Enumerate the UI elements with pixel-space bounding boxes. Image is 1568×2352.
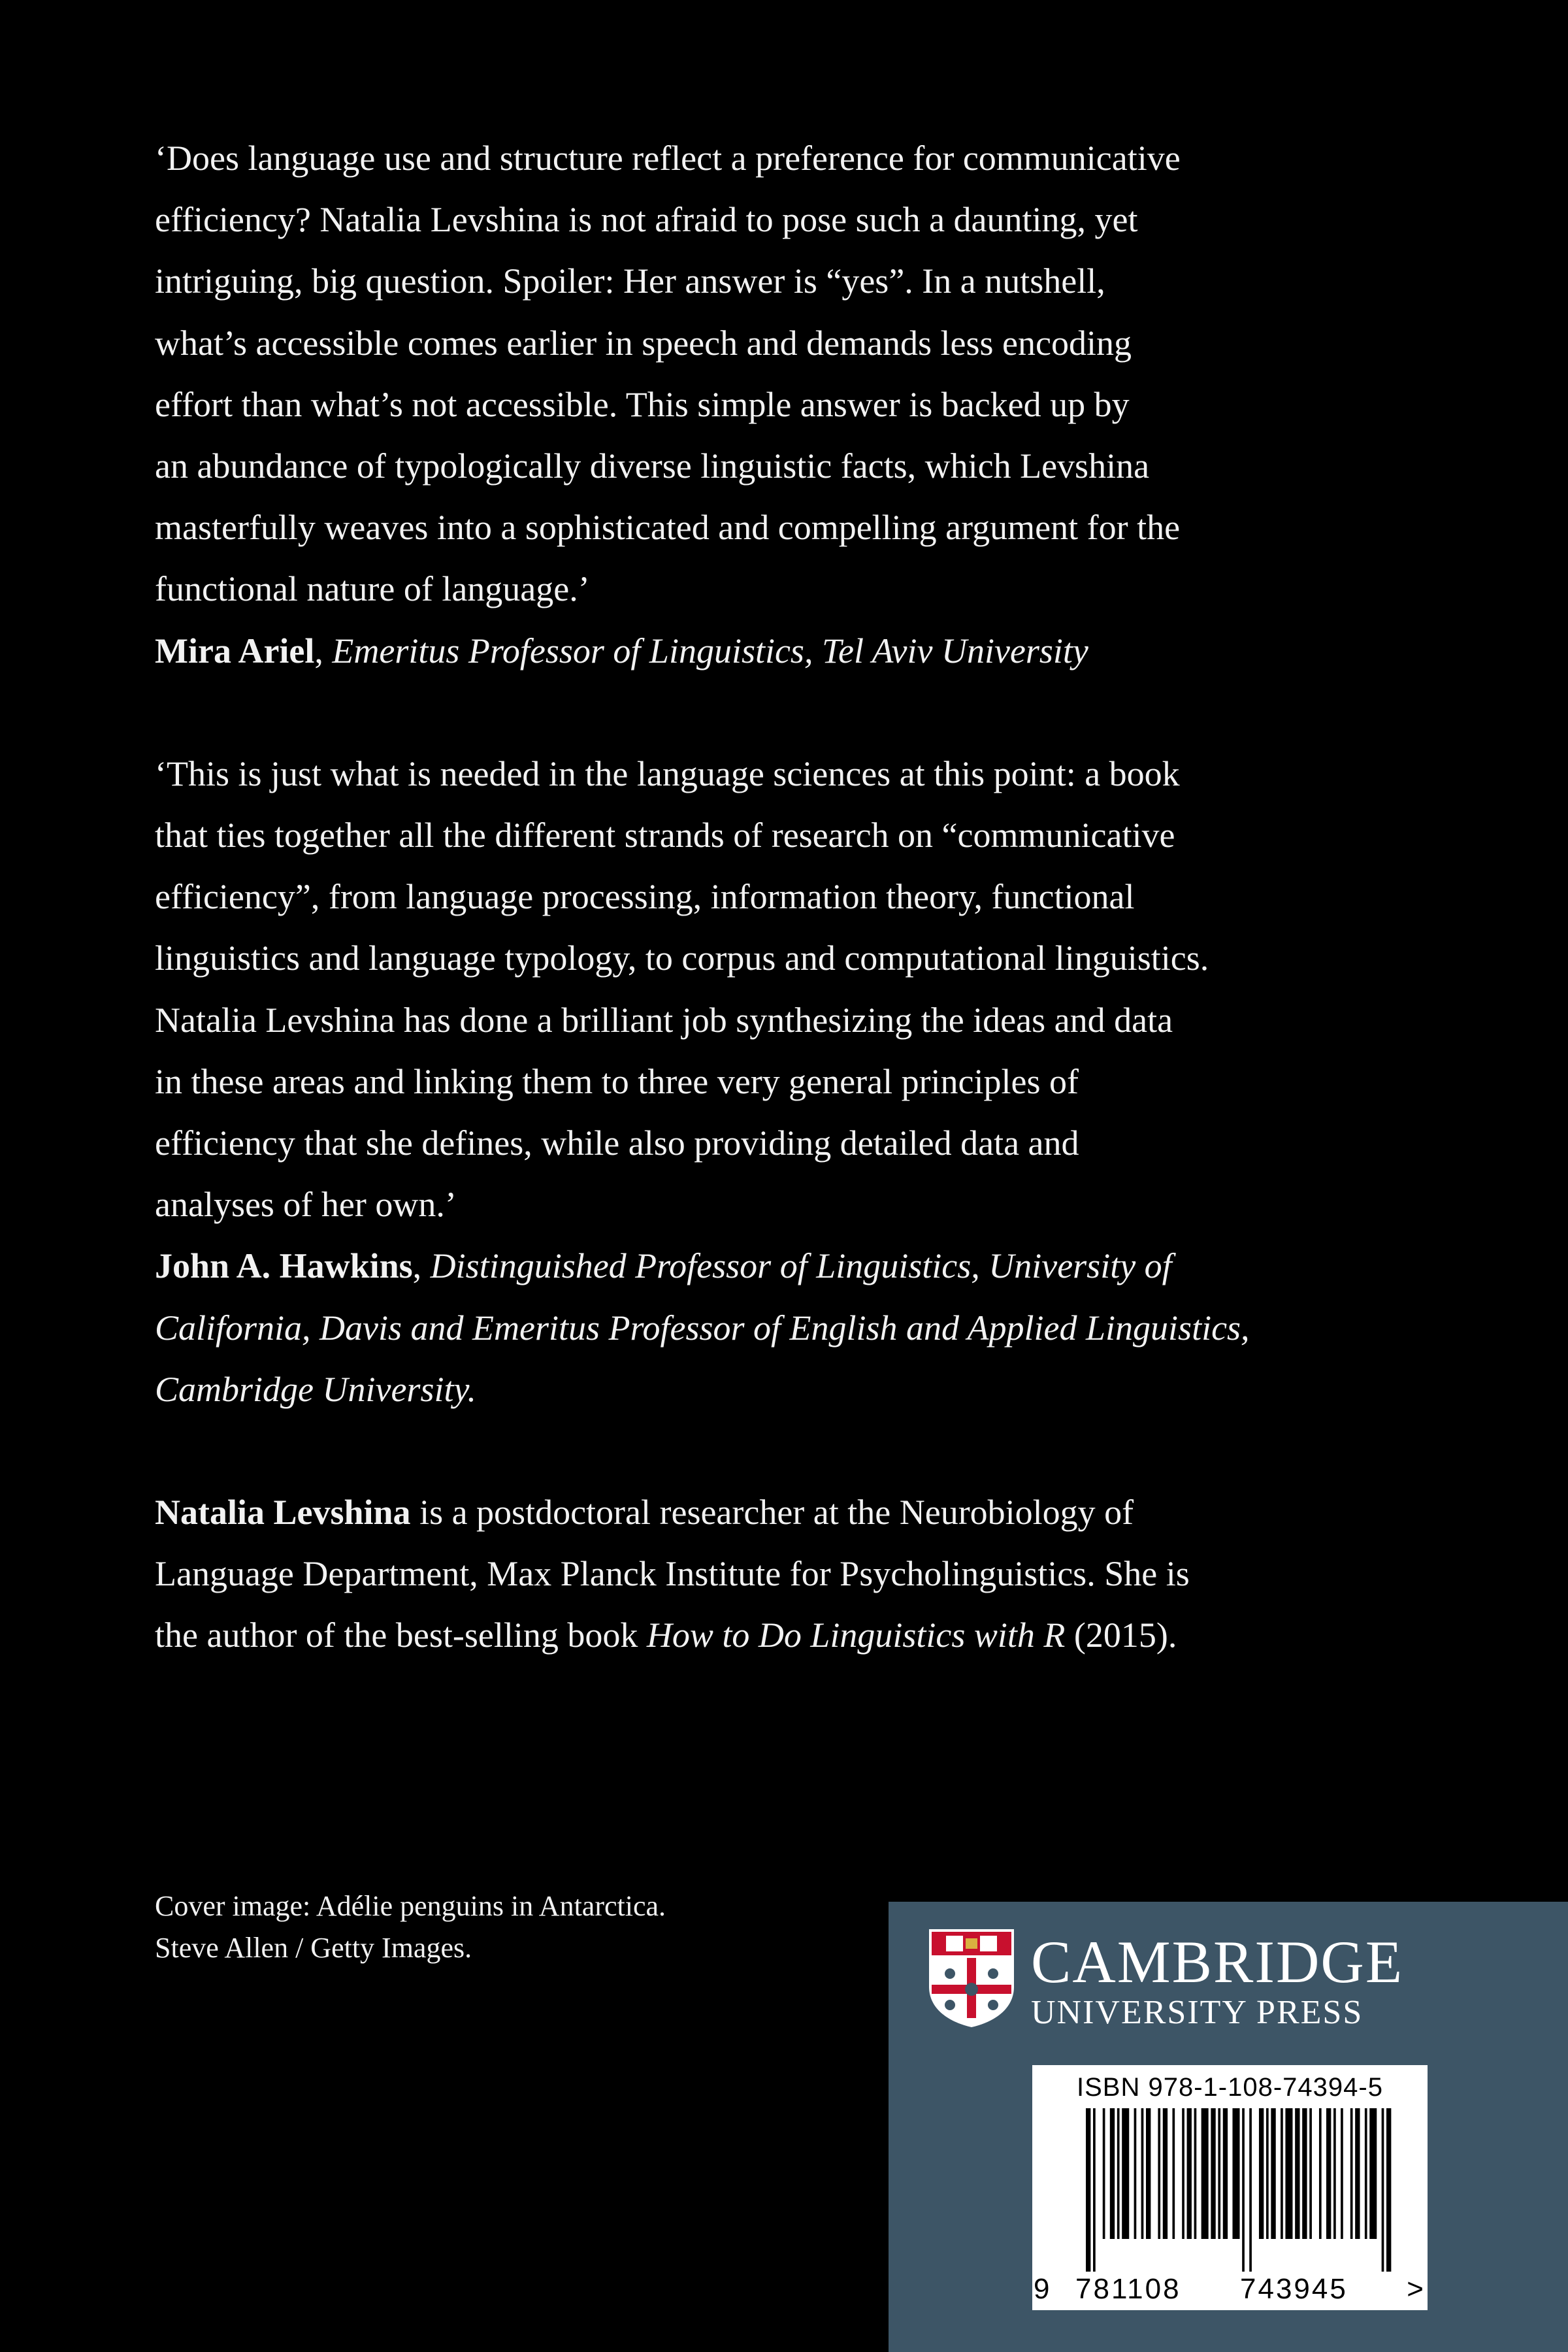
- credit-line: Cover image: Adélie penguins in Antarctica.: [155, 1890, 666, 1922]
- book-title: How to Do Linguistics with R: [646, 1615, 1066, 1655]
- barcode-bar: [1172, 2108, 1175, 2239]
- barcode-bar: [1093, 2108, 1096, 2272]
- review-ariel-attribution: Mira Ariel, Emeritus Professor of Linguistics, Tel Aviv University: [155, 631, 1088, 671]
- quote-line: in these areas and linking them to three very general principles of: [155, 1061, 1079, 1101]
- quote-line: Natalia Levshina has done a brilliant job synthesizing the ideas and data: [155, 1000, 1173, 1040]
- quote-line: intriguing, big question. Spoiler: Her answer is “yes”. In a nutshell,: [155, 261, 1105, 301]
- bio-text: Language Department, Max Planck Institute for Psycholinguistics. She is: [155, 1554, 1190, 1594]
- barcode-bar: [1309, 2108, 1312, 2239]
- barcode-bar: [1249, 2108, 1252, 2272]
- quote-line: ‘Does language use and structure reflect a preference for communicative: [155, 139, 1181, 178]
- review-ariel-quote: [155, 127, 1396, 620]
- barcode-bar: [1319, 2108, 1322, 2239]
- quote-line: efficiency”, from language processing, information theory, functional: [155, 877, 1135, 917]
- barcode-bar: [1086, 2108, 1090, 2272]
- barcode-bar: [1223, 2108, 1228, 2239]
- barcode-bar: [1326, 2108, 1331, 2239]
- quote-line: efficiency that she defines, while also providing detailed data and: [155, 1123, 1079, 1163]
- barcode-bar: [1382, 2108, 1384, 2272]
- review-hawkins-quote: [155, 743, 1396, 1236]
- barcode-digits-group1: 781108: [1075, 2273, 1181, 2305]
- barcode-bar: [1350, 2108, 1353, 2239]
- barcode-bar: [1182, 2108, 1184, 2239]
- barcode-bar: [1103, 2108, 1105, 2239]
- cover-image-credit: [155, 1885, 666, 1969]
- barcode-bar: [1295, 2108, 1299, 2239]
- barcode-bar: [1365, 2108, 1367, 2239]
- bio-text: the author of the best-selling book: [155, 1615, 647, 1655]
- review-ariel: [155, 127, 1396, 682]
- quote-line: effort than what’s not accessible. This simple answer is backed up by: [155, 384, 1130, 424]
- barcode-bar: [1266, 2108, 1269, 2239]
- barcode-bar: [1259, 2108, 1264, 2239]
- quote-line: masterfully weaves into a sophisticated and compelling argument for the: [155, 508, 1181, 548]
- barcode-bar: [1134, 2108, 1137, 2239]
- cambridge-crest-icon: [926, 1927, 1017, 2029]
- barcode-bar: [1232, 2108, 1239, 2239]
- publisher-name-line2: UNIVERSITY PRESS: [1031, 1994, 1364, 2031]
- back-cover-text: [155, 127, 1396, 1666]
- barcode-quiet-zone-arrow: >: [1407, 2273, 1424, 2305]
- bio-text: is a postdoctoral researcher at the Neurobiology of: [410, 1493, 1134, 1532]
- publisher-name: [1031, 1930, 1403, 2032]
- isbn-barcode: [1032, 2065, 1428, 2310]
- reviewer-name: John A. Hawkins: [155, 1246, 413, 1286]
- quote-line: analyses of her own.’: [155, 1185, 457, 1225]
- barcode-bar: [1110, 2108, 1115, 2239]
- barcode-digits-group2: 743945: [1240, 2273, 1348, 2305]
- barcode-bar: [1187, 2108, 1192, 2239]
- isbn-label: ISBN 978-1-108-74394-5: [1077, 2073, 1383, 2102]
- reviewer-affiliation: Emeritus Professor of Linguistics, Tel Aviv University: [332, 631, 1088, 671]
- barcode-bar: [1122, 2108, 1129, 2239]
- barcode-bar: [1158, 2108, 1160, 2239]
- barcode-bar: [1146, 2108, 1151, 2239]
- quote-line: an abundance of typologically diverse linguistic facts, which Levshina: [155, 446, 1150, 486]
- review-hawkins-attribution: John A. Hawkins, Distinguished Professor of Linguistics, University of California, Davis and Emeritus Professor of English and Applied Linguistics, Cambridge University.: [155, 1246, 1250, 1409]
- reviewer-affiliation: Distinguished Professor of Linguistics, University of: [430, 1246, 1172, 1286]
- barcode-bar: [1218, 2108, 1220, 2239]
- barcode-bar: [1163, 2108, 1168, 2239]
- publisher-panel: [889, 1902, 1568, 2352]
- quote-line: functional nature of language.’: [155, 569, 590, 609]
- barcode-bar: [1211, 2108, 1215, 2239]
- barcode-bar: [1355, 2108, 1360, 2239]
- barcode-bar: [1242, 2108, 1245, 2272]
- quote-line: ‘This is just what is needed in the language sciences at this point: a book: [155, 754, 1180, 793]
- bio-text: (2015).: [1065, 1615, 1177, 1655]
- barcode-bar: [1302, 2108, 1307, 2239]
- quote-line: that ties together all the different strands of research on “communicative: [155, 816, 1175, 855]
- barcode-bar: [1285, 2108, 1292, 2239]
- review-hawkins: [155, 743, 1396, 1420]
- publisher-name-line1: CAMBRIDGE: [1031, 1929, 1404, 1995]
- barcode-bar: [1333, 2108, 1336, 2239]
- quote-line: linguistics and language typology, to corpus and computational linguistics.: [155, 938, 1209, 978]
- reviewer-name: Mira Ariel: [155, 631, 315, 671]
- barcode-bar: [1141, 2108, 1144, 2239]
- barcode-bar: [1201, 2108, 1209, 2239]
- quote-line: efficiency? Natalia Levshina is not afraid to pose such a daunting, yet: [155, 200, 1138, 240]
- barcode-bar: [1117, 2108, 1120, 2239]
- credit-line: Steve Allen / Getty Images.: [155, 1932, 472, 1964]
- barcode-digit-first: 9: [1034, 2273, 1050, 2305]
- barcode-bar: [1271, 2108, 1275, 2239]
- quote-line: what’s accessible comes earlier in speech and demands less encoding: [155, 323, 1132, 363]
- reviewer-affiliation: Cambridge University.: [155, 1369, 476, 1409]
- author-bio: [155, 1482, 1396, 1666]
- barcode-bar: [1194, 2108, 1197, 2239]
- barcode-bar: [1281, 2108, 1283, 2239]
- barcode-bar: [1386, 2108, 1391, 2272]
- barcode-bar: [1369, 2108, 1377, 2239]
- reviewer-affiliation: California, Davis and Emeritus Professor of English and Applied Linguistics,: [155, 1308, 1250, 1348]
- barcode-bar: [1341, 2108, 1343, 2239]
- author-name: Natalia Levshina: [155, 1493, 411, 1532]
- barcode-bars: [1047, 2108, 1413, 2272]
